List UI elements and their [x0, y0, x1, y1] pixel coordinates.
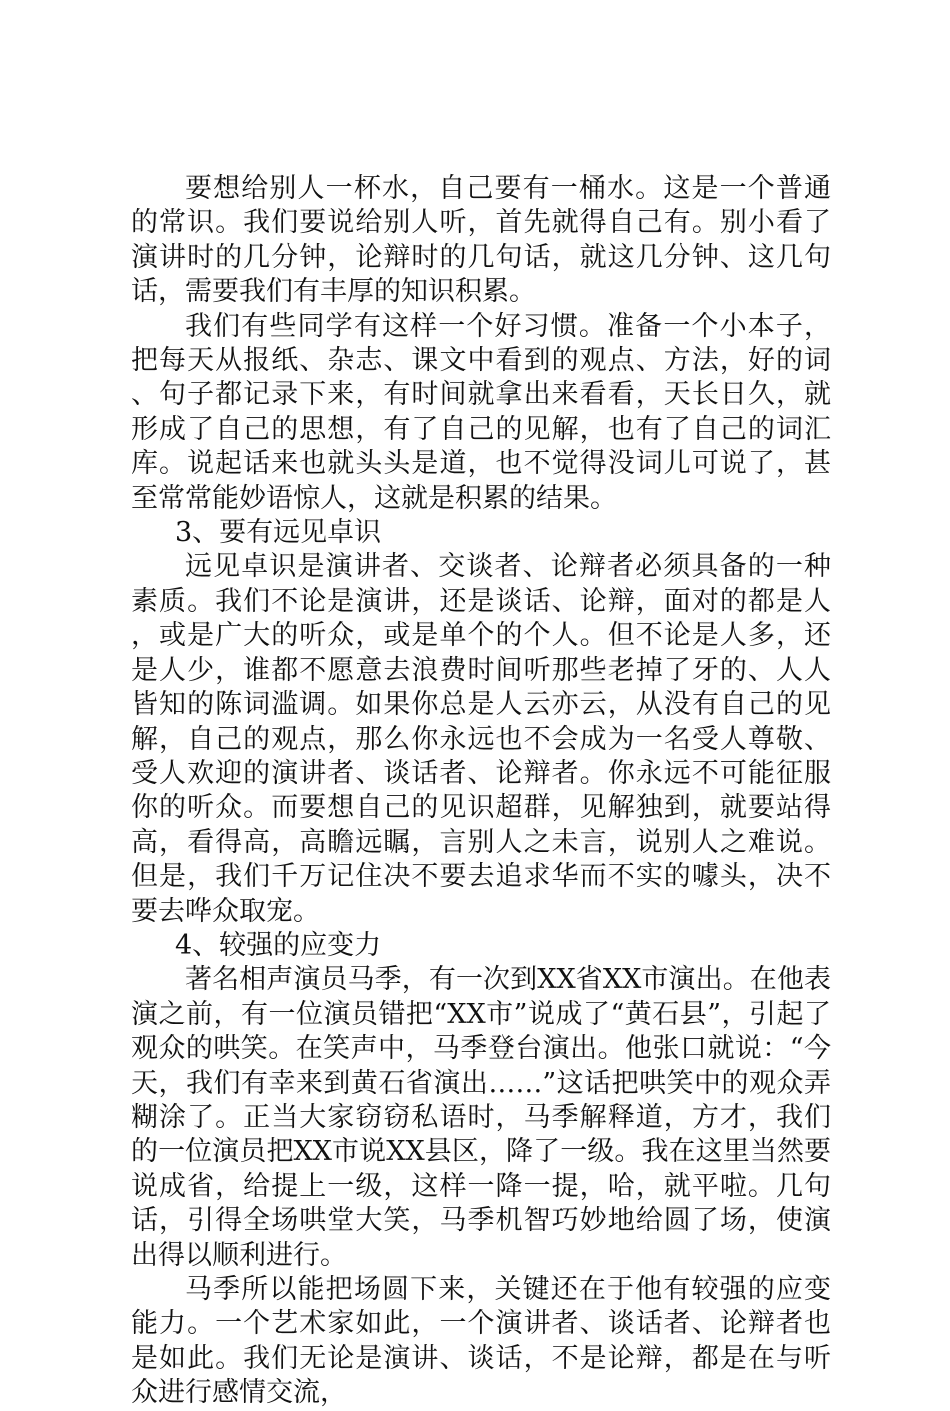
- paragraph-notebook-habit: 我们有些同学有这样一个好习惯。准备一个小本子，把每天从报纸、杂志、课文中看到的观点、方法，好的词、句子都记录下来，有时间就拿出来看看，天长日久，就形成了自己的思想，有了自己的见解，也有了自己的词汇库。说起话来也就头头是道，也不觉得没词儿可说了，甚至常常能妙语惊人，这就是积累的结果。: [131, 310, 831, 514]
- paragraph-foresight: 远见卓识是演讲者、交谈者、论辩者必须具备的一种素质。我们不论是演讲，还是谈话、论辩，面对的都是人，或是广大的听众，或是单个的个人。但不论是人多，还是人少，谁都不愿意去浪费时间听那些老掉了牙的、人人皆知的陈词滥调。如果你总是人云亦云，从没有自己的见解，自己的观点，那么你永远也不会成为一名受人尊敬、受人欢迎的演讲者、谈话者、论辩者。你永远不可能征服你的听众。而要想自己的见识超群，见解独到，就要站得高，看得高，高瞻远瞩，言别人之未言，说别人之难说。但是，我们千万记住决不要去追求华而不实的噱头，决不要去哗众取宠。: [131, 551, 831, 927]
- paragraph-maji-story: 著名相声演员马季，有一次到XX省XX市演出。在他表演之前，有一位演员错把“XX市”说成了“黄石县”，引起了观众的哄笑。在笑声中，马季登台演出。他张口就说：“今天，我们有幸来到黄石省演出……”这话把哄笑中的观众弄糊涂了。正当大家窃窃私语时，马季解释道，方才，我们的一位演员把XX市说XX县区，降了一级。我在这里当然要说成省，给提上一级，这样一降一提，哈，就平啦。几句话，引得全场哄堂大笑，马季机智巧妙地给圆了场，使演出得以顺利进行。: [131, 964, 831, 1271]
- paragraph-knowledge-accumulation: 要想给别人一杯水，自己要有一桶水。这是一个普通的常识。我们要说给别人听，首先就得自己有。别小看了演讲时的几分钟，论辩时的几句话，就这几分钟、这几句话，需要我们有丰厚的知识积累。: [131, 173, 831, 308]
- paragraph-adaptability-conclusion: 马季所以能把场圆下来，关键还在于他有较强的应变能力。一个艺术家如此，一个演讲者、谈话者、论辩者也是如此。我们无论是演讲、谈话，不是论辩，都是在与听众进行感情交流，: [131, 1274, 831, 1409]
- section-heading-adaptability: 4、较强的应变力: [175, 929, 382, 961]
- section-heading-foresight: 3、要有远见卓识: [175, 517, 382, 549]
- document-body: [131, 172, 831, 1411]
